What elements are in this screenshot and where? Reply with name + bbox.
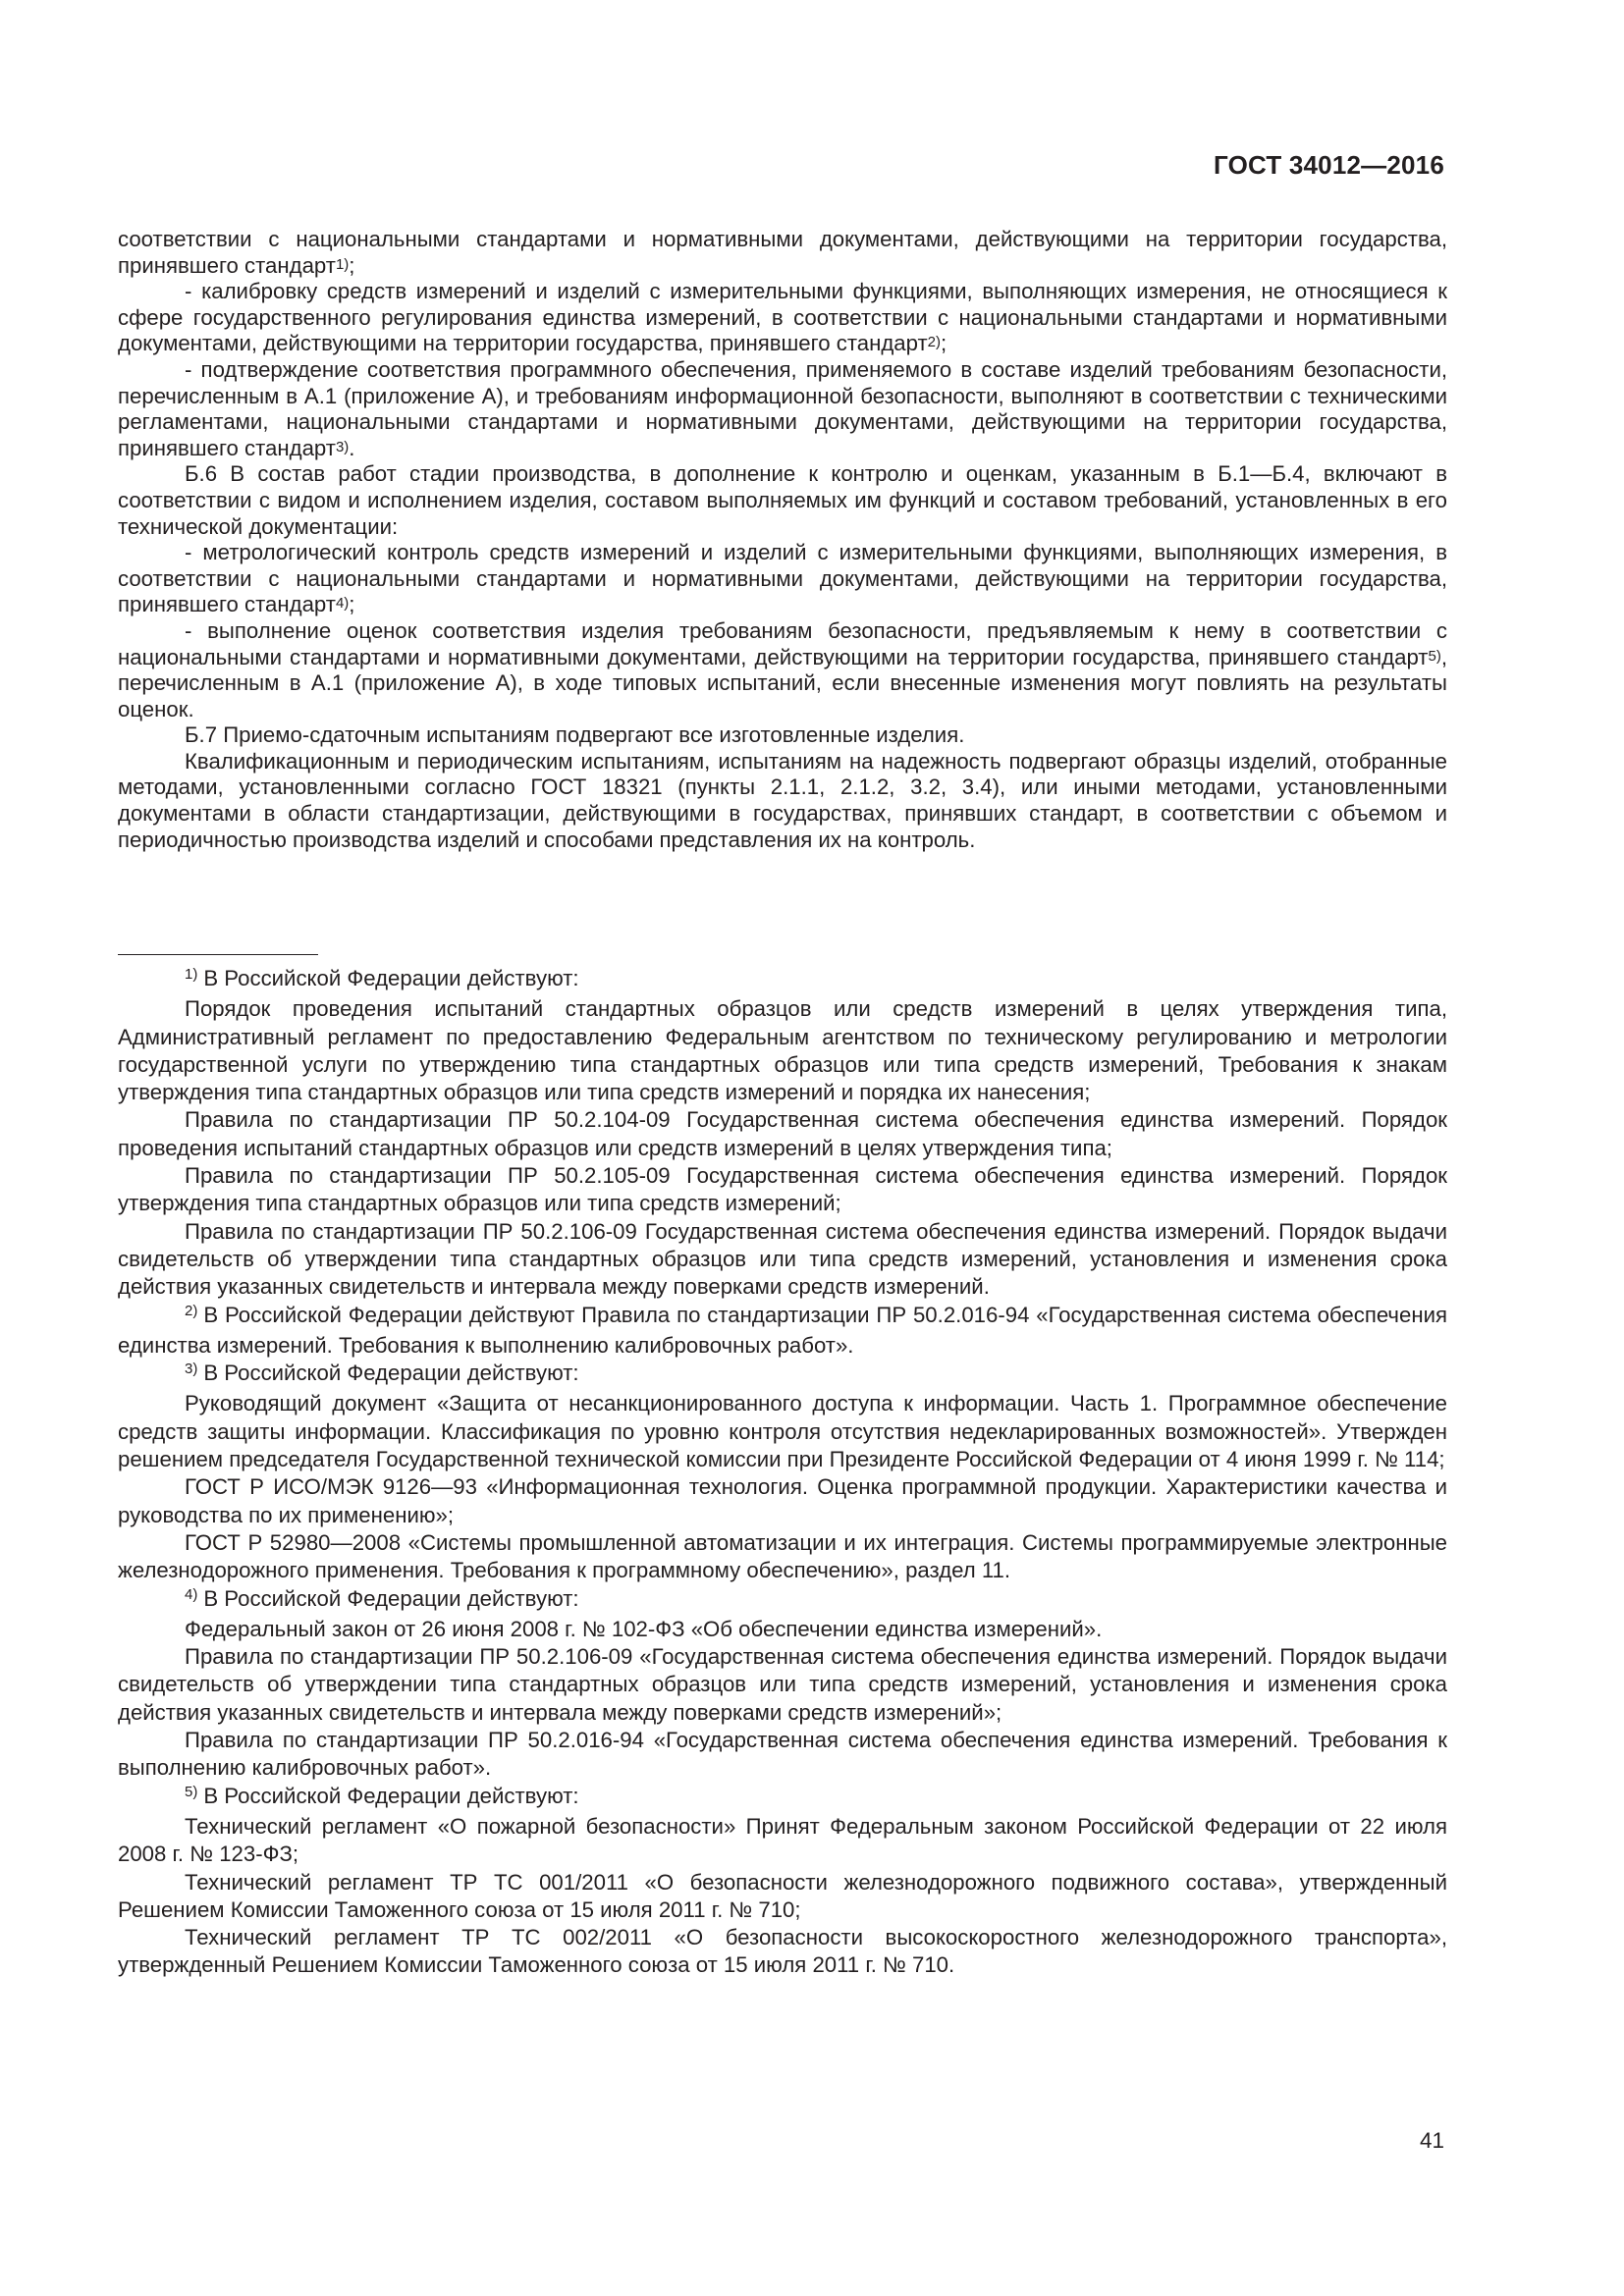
footnote-marker: 3): [185, 1361, 198, 1378]
footnote-4-item: Правила по стандартизации ПР 50.2.016-94 «Государственная система обеспечения единства измерений. Требования к выполнению калибровочных работ».: [118, 1728, 1447, 1781]
footnote-text: В Российской Федерации действуют:: [203, 1783, 579, 1808]
paragraph-text: - выполнение оценок соответствия изделия требованиям безопасности, предъявляемым к нему в соответствии с национальными стандартами и нормативными документами, действующими на территории государства, принявшего стандарт: [118, 617, 1447, 669]
standard-designation: ГОСТ 34012—2016: [1214, 150, 1444, 180]
list-item: [118, 540, 1447, 618]
paragraph: Квалификационным и периодическим испытаниям, испытаниям на надежность подвергают образцы изделий, отобранные методами, установленными согласно ГОСТ 18321 (пункты 2.1.1, 2.1.2, 3.2, 3.4), или иными методами, установленными документами в области стандартизации, действующими в государствах, принявших стандарт, в соответствии с объемом и периодичностью производства изделий и способами представления их на контроль.: [118, 748, 1447, 852]
footnote-3-intro: [118, 1360, 1447, 1390]
footnote-1-item: Правила по стандартизации ПР 50.2.105-09 Государственная система обеспечения единства измерений. Порядок утверждения типа стандартных образцов или типа средств измерений;: [118, 1163, 1447, 1216]
footnote-marker: 1): [185, 966, 198, 983]
footnote-marker: 5): [185, 1783, 198, 1800]
paragraph-text: соответствии с национальными стандартами и нормативными документами, действующими на территории государства, принявшего стандарт: [118, 227, 1447, 278]
footnote-separator: [118, 954, 318, 955]
footnote-4-item: Правила по стандартизации ПР 50.2.106-09 «Государственная система обеспечения единства измерений. Порядок выдачи свидетельств об утверждении типа стандартных образцов или типа средств измерений, установления и изменения срока действия указанных свидетельств и интервала между поверками средств измерений»;: [118, 1644, 1447, 1725]
paragraph-text: ;: [941, 331, 947, 356]
paragraph: [118, 227, 1447, 279]
footnote-4-item: Федеральный закон от 26 июня 2008 г. № 102-ФЗ «Об обеспечении единства измерений».: [185, 1616, 1103, 1641]
paragraph-text: - метрологический контроль средств измерений и изделий с измерительными функциями, выполняющих измерения, в соответствии с национальными стандартами и нормативными документами, действующими на территории государства, принявшего стандарт: [118, 540, 1447, 617]
footnote-1-item: Правила по стандартизации ПР 50.2.106-09 Государственная система обеспечения единства измерений. Порядок выдачи свидетельств об утверждении типа стандартных образцов или типа средств измерений, установления и изменения срока действия указанных свидетельств и интервала между поверками средств измерений.: [118, 1218, 1447, 1300]
footnote-ref: 3): [335, 438, 350, 455]
paragraph-text: , перечисленным в А.1 (приложение А), в ходе типовых испытаний, если внесенные изменения могут повлиять на результаты оценок.: [118, 644, 1447, 721]
list-item: [118, 279, 1447, 357]
footnote-1-intro: [118, 965, 1447, 995]
footnote-1-item: Порядок проведения испытаний стандартных образцов или средств измерений в целях утверждения типа, Административный регламент по предоставлению Федеральным агентством по техническому регулированию и метрологии государственной услуги по утверждению типа стандартных образцов или типа средств измерений, Требования к знакам утверждения типа стандартных образцов или типа средств измерений и порядка их нанесения;: [118, 996, 1447, 1105]
footnote-5-intro: [118, 1783, 1447, 1813]
footnote-2: [118, 1302, 1447, 1361]
clause-b7: Б.7 Приемо-сдаточным испытаниям подвергают все изготовленные изделия.: [185, 722, 965, 748]
footnote-ref: 2): [927, 334, 941, 351]
footnote-4-intro: [118, 1585, 1447, 1616]
list-item: [118, 357, 1447, 461]
paragraph-text: ;: [349, 592, 355, 617]
page-number: 41: [1419, 2128, 1444, 2153]
footnote-text: В Российской Федерации действуют:: [203, 1585, 579, 1611]
footnote-5-item: Технический регламент ТР ТС 002/2011 «О безопасности высокоскоростного железнодорожного транспорта», утвержденный Решением Комиссии Таможенного союза от 15 июля 2011 г. № 710.: [118, 1925, 1447, 1978]
clause-b6: Б.6 В состав работ стадии производства, в дополнение к контролю и оценкам, указанным в Б.1—Б.4, включают в соответствии с видом и исполнением изделия, составом выполняемых им функций и составом требований, установленных в его технической документации:: [118, 461, 1447, 539]
footnote-ref: 4): [335, 595, 350, 613]
paragraph-text: .: [349, 435, 355, 460]
paragraph-text: - калибровку средств измерений и изделий с измерительными функциями, выполняющих измерения, не относящиеся к сфере государственного регулирования единства измерений, в соответствии с национальными стандартами и нормативными документами, действующими на территории государства, принявшего стандарт: [118, 279, 1447, 356]
footnote-text: В Российской Федерации действуют Правила по стандартизации ПР 50.2.016-94 «Государственная система обеспечения единства измерений. Требования к выполнению калибровочных работ».: [118, 1302, 1447, 1358]
paragraph-text: - подтверждение соответствия программного обеспечения, применяемого в составе изделий требованиям безопасности, перечисленным в А.1 (приложение А), и требованиям информационной безопасности, выполняют в соответствии с техническими регламентами, национальными стандартами и нормативными документами, действующими на территории государства, принявшего стандарт: [118, 356, 1447, 460]
footnotes-section: [118, 965, 1447, 1980]
footnote-5-item: Технический регламент ТР ТС 001/2011 «О безопасности железнодорожного подвижного состава», утвержденный Решением Комиссии Таможенного союза от 15 июля 2011 г. № 710;: [118, 1869, 1447, 1922]
footnote-3-item: Руководящий документ «Защита от несанкционированного доступа к информации. Часть 1. Программное обеспечение средств защиты информации. Классификация по уровню контроля отсутствия недекларированных возможностей». Утвержден решением председателя Государственной технической комиссии при Президенте Российской Федерации от 4 июня 1999 г. № 114;: [118, 1391, 1447, 1472]
footnote-3-item: ГОСТ Р 52980—2008 «Системы промышленной автоматизации и их интеграция. Системы программируемые электронные железнодорожного применения. Требования к программному обеспечению», раздел 11.: [118, 1529, 1447, 1583]
footnote-marker: 4): [185, 1585, 198, 1603]
footnote-text: В Российской Федерации действуют:: [203, 1361, 579, 1386]
footnote-ref: 1): [335, 255, 350, 273]
list-item: [118, 618, 1447, 722]
footnote-3-item: ГОСТ Р ИСО/МЭК 9126—93 «Информационная технология. Оценка программной продукции. Характеристики качества и руководства по их применению»;: [118, 1474, 1447, 1527]
footnote-text: В Российской Федерации действуют:: [203, 966, 579, 990]
footnote-1-item: Правила по стандартизации ПР 50.2.104-09 Государственная система обеспечения единства измерений. Порядок проведения испытаний стандартных образцов или средств измерений в целях утверждения типа;: [118, 1107, 1447, 1160]
footnote-ref: 5): [1428, 647, 1441, 665]
paragraph-text: ;: [349, 252, 355, 278]
main-text: [118, 227, 1447, 853]
footnote-marker: 2): [185, 1302, 198, 1319]
footnote-5-item: Технический регламент «О пожарной безопасности» Принят Федеральным законом Российской Федерации от 22 июля 2008 г. № 123-ФЗ;: [118, 1813, 1447, 1867]
